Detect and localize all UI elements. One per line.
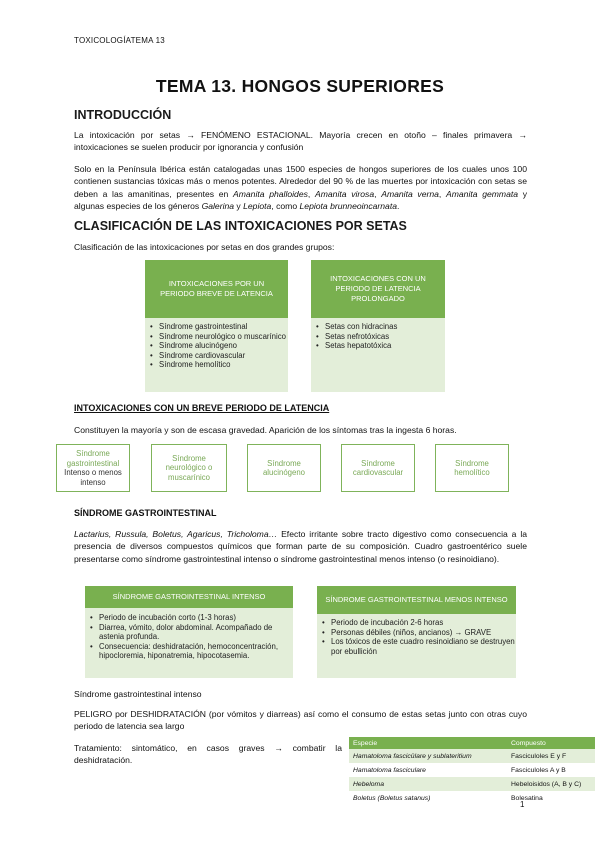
column-header: Especie <box>349 737 507 749</box>
gastro-intense-box <box>85 586 293 678</box>
syndrome-box-hallucinogenic: Síndrome alucinógeno <box>247 444 321 492</box>
classification-box-prolonged <box>311 260 445 392</box>
list-item: • Periodo de incubación corto (1-3 horas) <box>99 613 293 623</box>
syndrome-box-cardiovascular: Síndrome cardiovascular <box>341 444 415 492</box>
table-cell: Hebeloisidos (A, B y C) <box>507 777 595 791</box>
column-header: Compuesto <box>507 737 595 749</box>
treatment-paragraph: Tratamiento: sintomático, en casos graves → combatir la deshidratación. <box>74 743 342 766</box>
classification-box-brief <box>145 260 288 392</box>
list-item: • Síndrome neurológico o muscarínico <box>159 332 286 342</box>
table-row <box>349 749 595 763</box>
gastro-intense-subheading: Síndrome gastrointestinal intenso <box>74 689 202 699</box>
gastro-intense-list <box>85 613 293 661</box>
syndrome-box-neurological: Síndrome neurológico o muscarínico <box>151 444 227 492</box>
gastro-description: Lactarius, Russula, Boletus, Agaricus, Tricholoma… Efecto irritante sobre tracto digestivo como consecuencia a la presencia de diversos compuestos químicos que forman parte de su composición. Cuadro gastroentérico suele presentarse como síndrome gastrointestinal intenso o síndrome gastrointestinal menos intenso (o resinoidiano). <box>74 529 528 564</box>
table-cell: Fasciculoles A y B <box>507 763 595 777</box>
list-item: • Setas hepatotóxica <box>325 341 397 351</box>
list-item: • Consecuencia: deshidratación, hemoconcentración, hipocloremia, hiponatremia, hipocotasemia. <box>99 642 293 661</box>
table-header-row <box>349 737 595 749</box>
table-row <box>349 791 595 805</box>
list-item: • Síndrome cardiovascular <box>159 351 286 361</box>
brief-description: Constituyen la mayoría y son de escasa gravedad. Aparición de los síntomas tras la ingesta 6 horas. <box>74 425 457 435</box>
table-row <box>349 763 595 777</box>
table-cell: Boletus (Boletus satanus) <box>349 791 507 805</box>
danger-paragraph: PELIGRO por DESHIDRATACIÓN (por vómitos y diarreas) así como el consumo de estas setas junto con otras cuyo periodo de latencia sea largo <box>74 709 527 732</box>
intro-heading: INTRODUCCIÓN <box>74 108 172 122</box>
table-cell: Hamatoloma fasciculare <box>349 763 507 777</box>
gastro-mild-list <box>317 618 516 656</box>
gastro-heading: SÍNDROME GASTROINTESTINAL <box>74 508 217 518</box>
list-item: • Periodo de incubación 2-6 horas <box>331 618 516 628</box>
table-cell: Hamatoloma fascicülare y sublateritium <box>349 749 507 763</box>
classification-heading: CLASIFICACIÓN DE LAS INTOXICACIONES POR SETAS <box>74 219 407 233</box>
syndrome-box-hemolytic: Síndrome hemolítico <box>435 444 509 492</box>
brief-heading: INTOXICACIONES CON UN BREVE PERIODO DE LATENCIA <box>74 403 330 413</box>
list-item: • Síndrome gastrointestinal <box>159 322 286 332</box>
classification-box-prolonged-title: INTOXICACIONES CON UN PERIODO DE LATENCIA PROLONGADO <box>311 260 445 318</box>
intro-paragraph-2: Solo en la Península Ibérica están catalogadas unas 1500 especies de hongos superiores de los cuales unos 100 contienen sustancias tóxicas más o menos potentes. Alrededor del 90 % de las muertes por intoxicación con setas se deben a las amanitinas, presentes en Amanita phalloides, Amanita virosa, Amanita verna, Amanita gemmata y algunas especies de los géneros Galerina y Lepiota, como Lepiota brunneoincarnata. <box>74 164 528 212</box>
gastro-intense-title: SÍNDROME GASTROINTESTINAL INTENSO <box>85 586 293 608</box>
list-item: • Setas con hidracinas <box>325 322 397 332</box>
list-item: • Síndrome hemolítico <box>159 360 286 370</box>
syndrome-box-gastrointestinal: Síndrome gastrointestinal Intenso o menos intenso <box>56 444 130 492</box>
page-title: TEMA 13. HONGOS SUPERIORES <box>155 76 445 96</box>
classification-intro: Clasificación de las intoxicaciones por setas en dos grandes grupos: <box>74 242 335 252</box>
classification-box-prolonged-list <box>311 322 397 351</box>
table-cell: Hebeloma <box>349 777 507 791</box>
list-item: • Personas débiles (niños, ancianos) → GRAVE <box>331 628 516 638</box>
list-item: • Diarrea, vómito, dolor abdominal. Acompañado de astenia profunda. <box>99 623 293 642</box>
list-item: • Setas nefrotóxicas <box>325 332 397 342</box>
gastro-mild-title: SÍNDROME GASTROINTESTINAL MENOS INTENSO <box>317 586 516 614</box>
table-row <box>349 777 595 791</box>
species-compound-table <box>349 737 595 805</box>
running-header: TOXICOLOGÍATEMA 13 <box>74 36 165 45</box>
classification-box-brief-title: INTOXICACIONES POR UN PERIODO BREVE DE LATENCIA <box>145 260 288 318</box>
table-cell: Fasciculoles E y F <box>507 749 595 763</box>
table-cell: Bolesatina <box>507 791 595 805</box>
intro-paragraph-1: La intoxicación por setas → FENÓMENO ESTACIONAL. Mayoría crecen en otoño – finales primavera → intoxicaciones se suelen producir por ignorancia y confusión <box>74 130 527 153</box>
gastro-mild-box <box>317 586 516 678</box>
classification-box-brief-list <box>145 322 286 370</box>
page-number: 1 <box>520 800 525 809</box>
list-item: • Síndrome alucinógeno <box>159 341 286 351</box>
list-item: • Los tóxicos de este cuadro resinoidiano se destruyen por ebullición <box>331 637 516 656</box>
